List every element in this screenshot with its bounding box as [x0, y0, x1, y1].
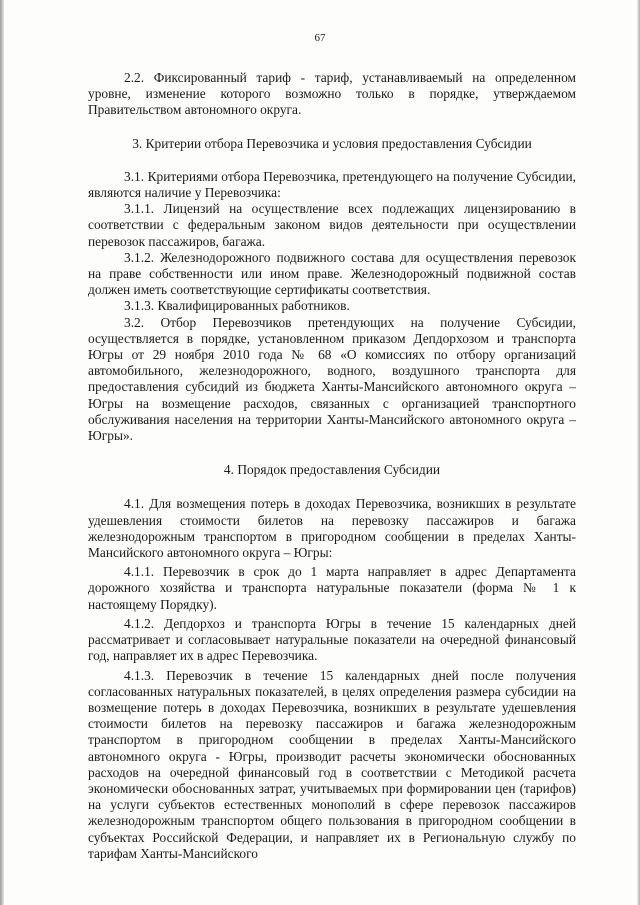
paragraph-3-1-2: 3.1.2. Железнодорожного подвижного состава для осуществления перевозок на праве собственности или ином праве. Железнодорожный подвижной состав должен иметь соответствующие сертификаты соответствия. [88, 249, 576, 298]
scan-edge-left [0, 0, 4, 905]
paragraph-3-1-3: 3.1.3. Квалифицированных работников. [124, 298, 350, 314]
paragraph-2-2: 2.2. Фиксированный тариф - тариф, устанавливаемый на определенном уровне, изменение которого возможно только в порядке, утверждаемом Правительством автономного округа. [88, 70, 576, 118]
paragraph-3-1-1: 3.1.1. Лицензий на осуществление всех подлежащих лицензированию в соответствии с федеральным законом видов деятельности при осуществлении перевозок пассажиров, багажа. [88, 201, 576, 249]
section-4-heading: 4. Порядок предоставления Субсидии [223, 462, 441, 478]
section-3-heading: 3. Критерии отбора Перевозчика и условия предоставления Субсидии [132, 135, 532, 151]
page-number: 67 [314, 32, 326, 44]
document-body [88, 70, 576, 862]
paragraph-3-2: 3.2. Отбор Перевозчиков претендующих на получение Субсидии, осуществляется в порядке, установленном приказом Депдорхозом и транспорта Югры от 29 ноября 2010 года № 68 «О комиссиях по отбору организаций автомобильного, железнодорожного, водного, воздушного транспорта для предоставления субсидий из бюджета Ханты-Мансийского автономного округа – Югры на возмещение расходов, связанных с организацией транспортного обслуживания населения на территории Ханты-Мансийского автономного округа – Югры». [88, 314, 576, 444]
paragraph-4-1-3: 4.1.3. Перевозчик в течение 15 календарных дней после получения согласованных натуральных показателей, в целях определения размера субсидии на возмещение потерь в доходах Перевозчика, возникших в результате удешевления стоимости билетов на перевозку пассажиров и багажа железнодорожным транспортом в пригородном сообщении в пределах Ханты-Мансийского автономного округа - Югры, производит расчеты экономически обоснованных расходов на очередной финансовый год в соответствии с Методикой расчета экономически обоснованных затрат, учитываемых при формировании цен (тарифов) на услуги субъектов естественных монополий в сфере перевозок пассажиров железнодорожным транспортом общего пользования в пригородном сообщении в субъектах Российской Федерации, и направляет их в Региональную службу по тарифам Ханты-Мансийского [88, 667, 576, 861]
paragraph-3-1: 3.1. Критериями отбора Перевозчика, претендующего на получение Субсидии, являются наличие у Перевозчика: [88, 168, 576, 201]
paragraph-4-1-1: 4.1.1. Перевозчик в срок до 1 марта направляет в адрес Департамента дорожного хозяйства и транспорта натуральные показатели (форма № 1 к настоящему Порядку). [88, 564, 576, 612]
paragraph-4-1-2: 4.1.2. Депдорхоз и транспорта Югры в течение 15 календарных дней рассматривает и согласовывает натуральные показатели на очередной финансовый год, направляет их в адрес Перевозчика. [88, 615, 576, 664]
paragraph-4-1: 4.1. Для возмещения потерь в доходах Перевозчика, возникших в результате удешевления стоимости билетов на перевозку пассажиров и багажа железнодорожным транспортом в пригородном сообщении в пределах Ханты-Мансийского автономного округа – Югры: [88, 496, 576, 561]
